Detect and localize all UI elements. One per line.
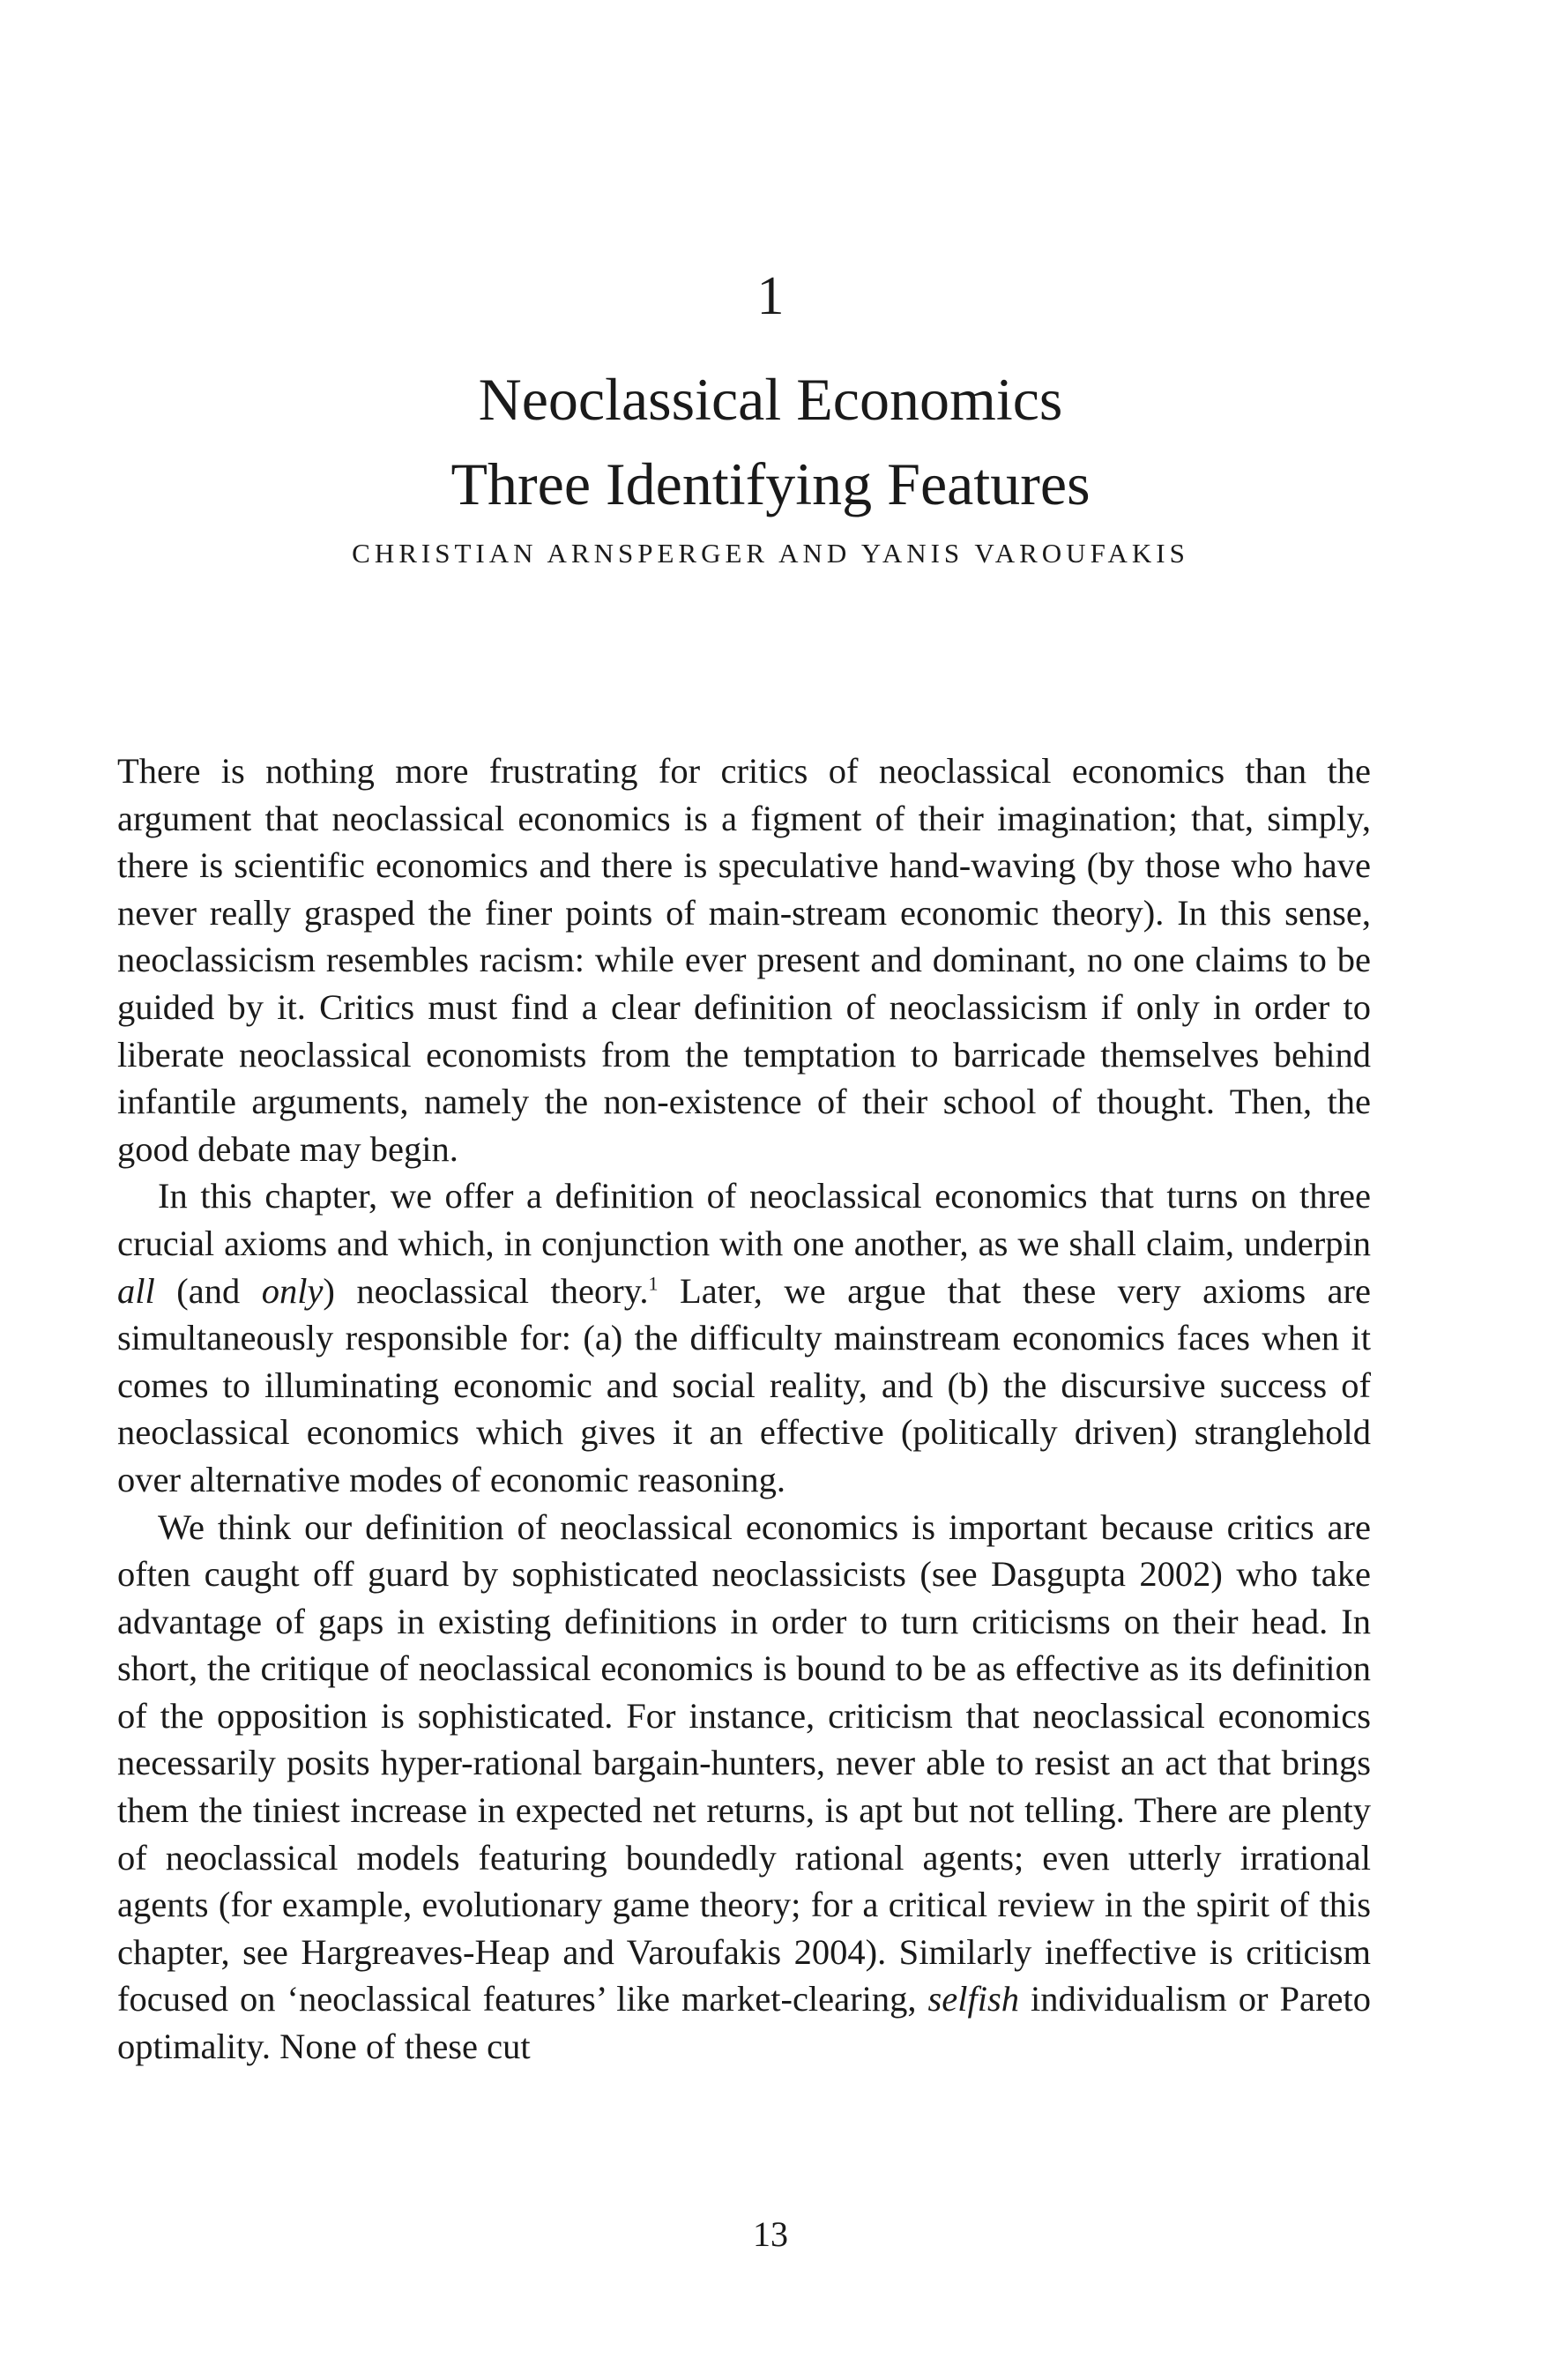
chapter-number: 1 bbox=[756, 266, 785, 326]
chapter-title bbox=[0, 357, 1541, 526]
paragraph-2-text-d: Later, we argue that these very axioms are simultaneously responsible for: (a) the difficulty mainstream economics faces when it comes to illuminating economic and social reality, and (b) the discursive success of neoclassical economics which gives it an effective (politically driven) stranglehold over alternative modes of economic reasoning. bbox=[117, 1270, 1371, 1499]
paragraph-3 bbox=[117, 1504, 1371, 2071]
paragraph-2-text-b: (and bbox=[154, 1270, 262, 1311]
chapter-title-line-1: Neoclassical Economics bbox=[478, 366, 1063, 433]
emphasis-all: all bbox=[117, 1270, 155, 1311]
footnote-marker: 1 bbox=[648, 1272, 659, 1295]
emphasis-selfish: selfish bbox=[927, 1979, 1020, 2019]
page-number: 13 bbox=[753, 2214, 788, 2254]
paragraph-2 bbox=[117, 1172, 1371, 1503]
body-text bbox=[117, 747, 1371, 2071]
chapter-title-line-2: Three Identifying Features bbox=[450, 450, 1091, 517]
chapter-authors: CHRISTIAN ARNSPERGER AND YANIS VAROUFAKIS bbox=[352, 538, 1189, 569]
paragraph-3-text-b: individualism or Pareto optimality. None of these cut bbox=[117, 1979, 1371, 2067]
paragraph-1: There is nothing more frustrating for critics of neoclassical economics than the argument that neoclassical economics is a figment of their imagination; that, simply, there is scientific economics and there is speculative hand-waving (by those who have never really grasped the finer points of main-stream economic theory). In this sense, neoclassicism resembles racism: while ever present and dominant, no one claims to be guided by it. Critics must find a clear definition of neoclassicism if only in order to liberate neoclassical economists from the temptation to barricade themselves behind infantile arguments, namely the non-existence of their school of thought. Then, the good debate may begin. bbox=[117, 751, 1371, 1169]
paragraph-3-text-a: We think our definition of neoclassical economics is important because critics are often caught off guard by sophisticated neoclassicists (see Dasgupta 2002) who take advantage of gaps in existing definitions in order to turn criticisms on their head. In short, the critique of neoclassical economics is bound to be as effective as its definition of the opposition is sophisticated. For instance, criticism that neoclassical economics necessarily posits hyper-rational bargain-hunters, never able to resist an act that brings them the tiniest increase in expected net returns, is apt but not telling. There are plenty of neoclassical models featuring boundedly rational agents; even utterly irrational agents (for example, evolutionary game theory; for a critical review in the spirit of this chapter, see Hargreaves-Heap and Varoufakis 2004). Similarly ineffective is criticism focused on ‘neoclassical features’ like market-clearing, bbox=[117, 1506, 1371, 2019]
paragraph-2-text-a: In this chapter, we offer a definition of neoclassical economics that turns on three crucial axioms and which, in conjunction with one another, as we shall claim, underpin bbox=[117, 1176, 1371, 1263]
emphasis-only: only bbox=[261, 1270, 324, 1311]
paragraph-2-text-c: ) neoclassical theory. bbox=[323, 1270, 649, 1311]
